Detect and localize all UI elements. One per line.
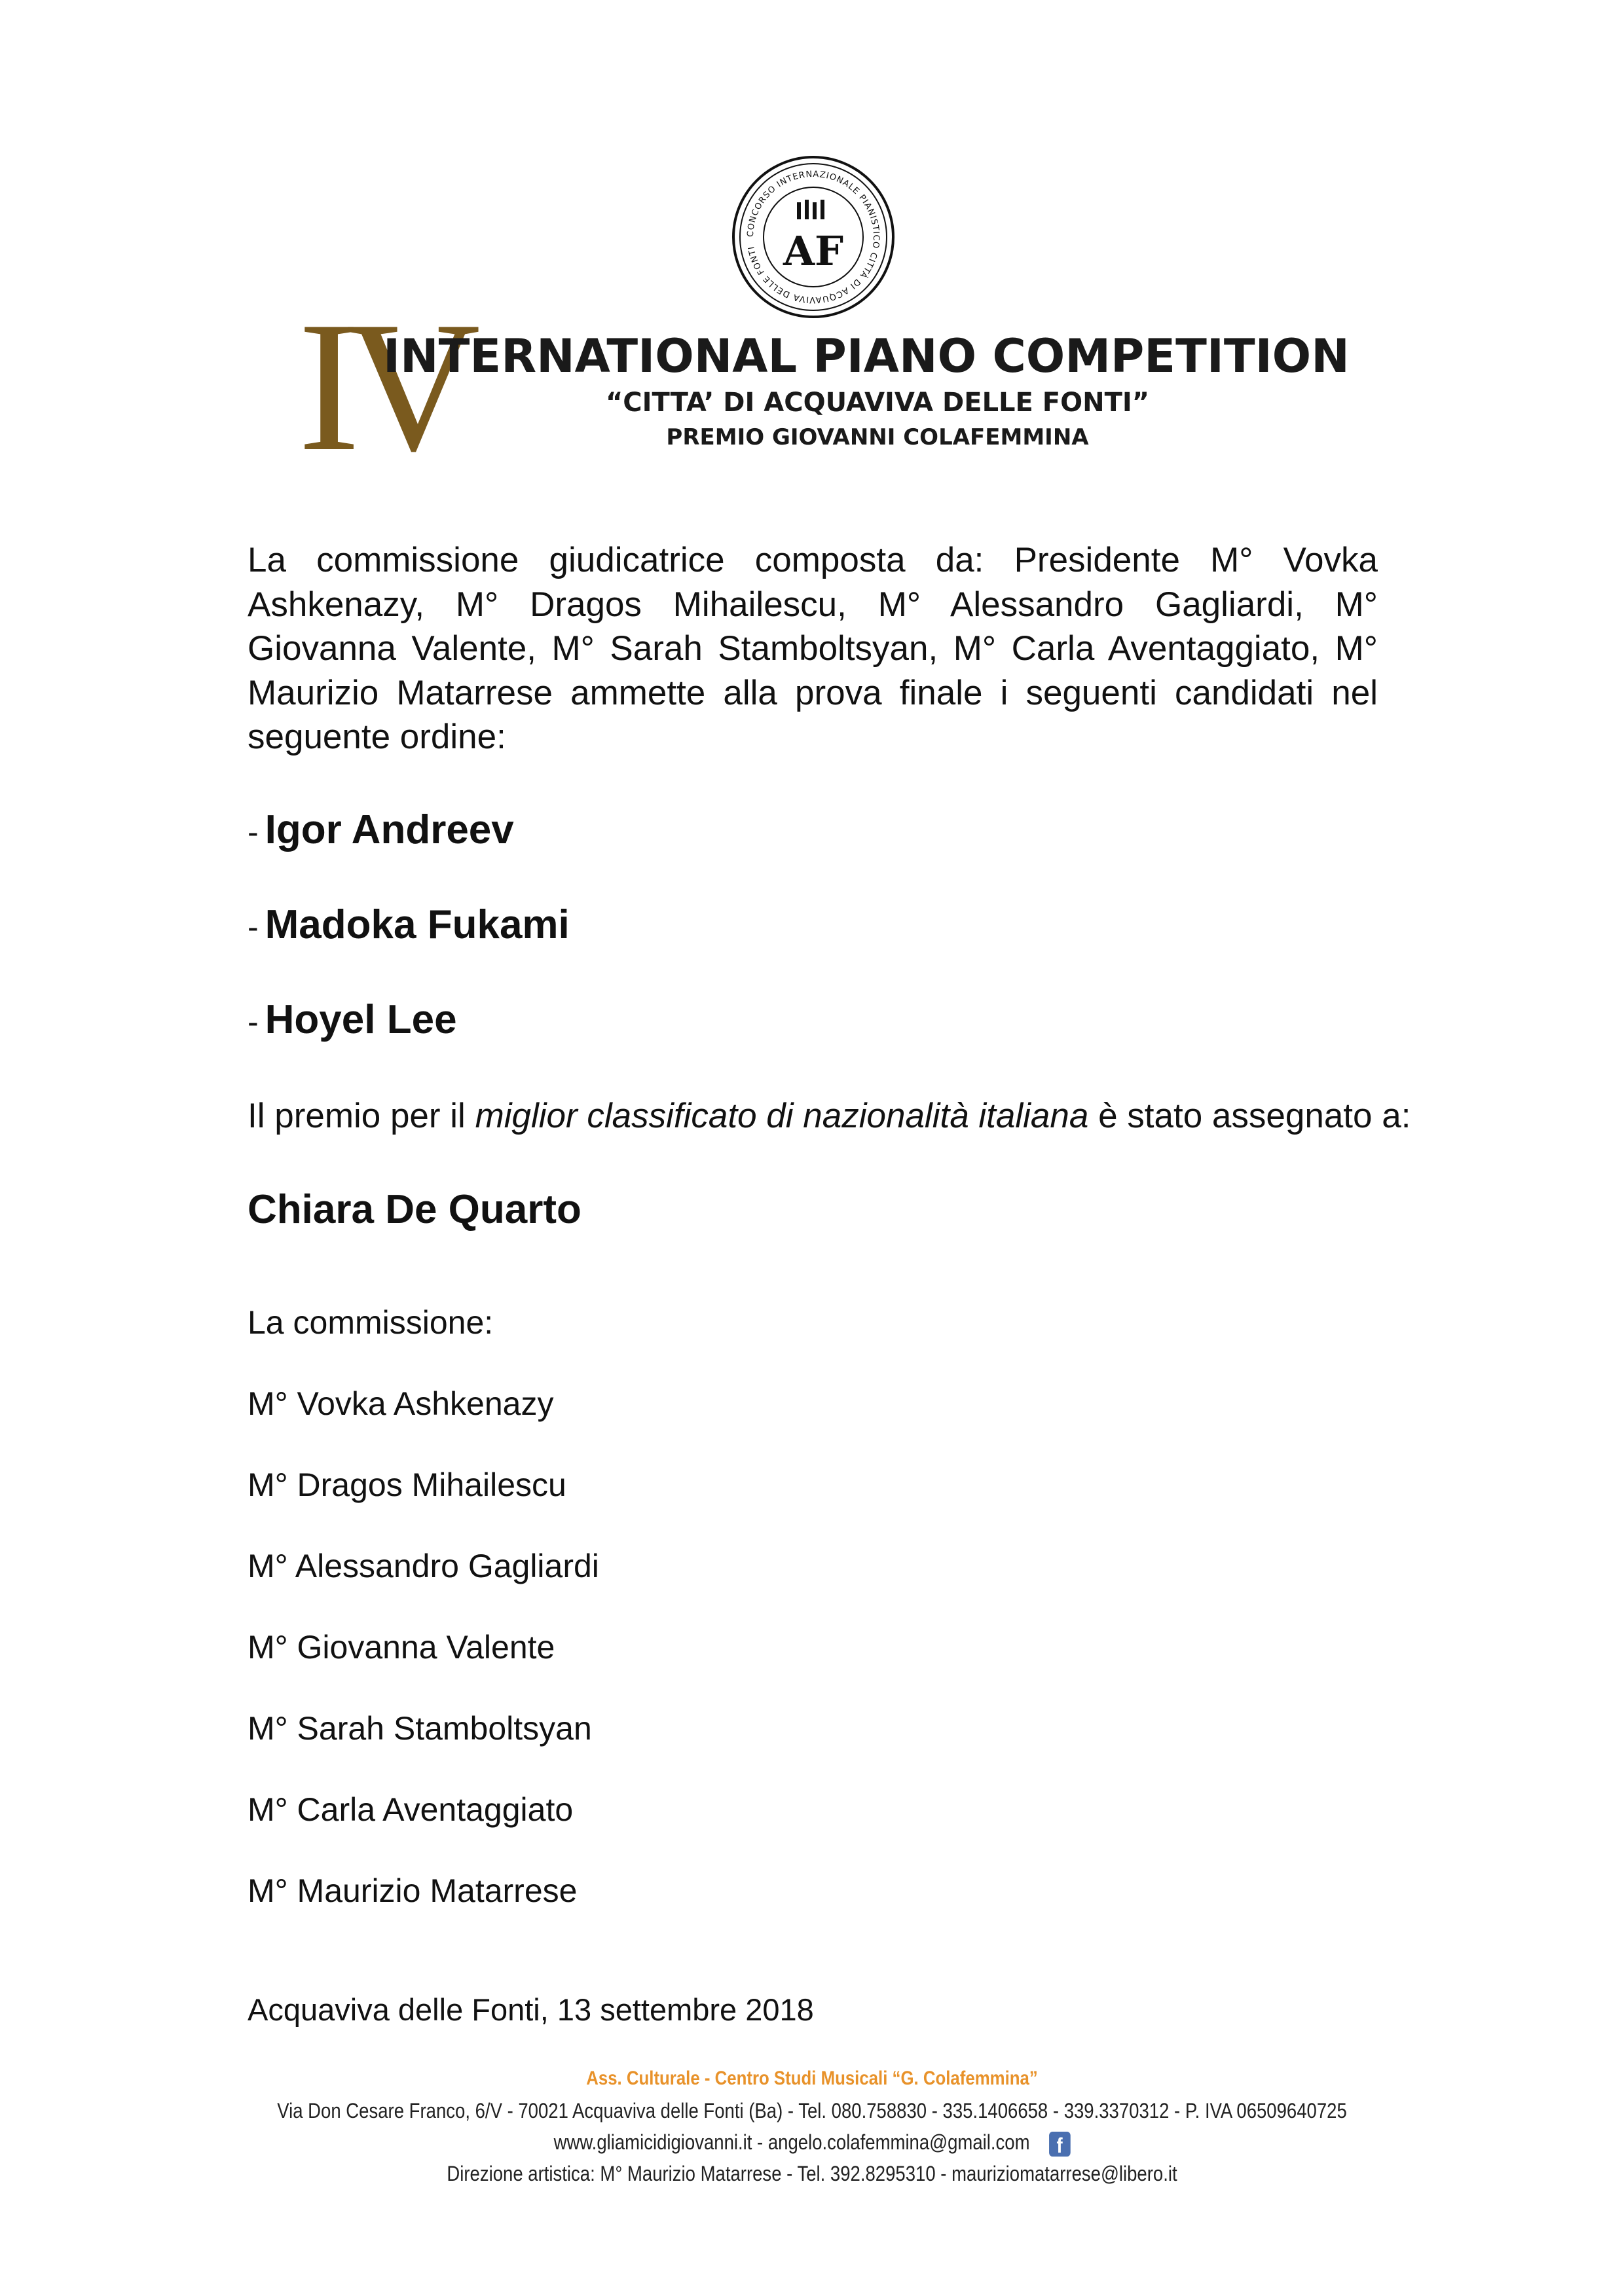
finalist-item	[248, 804, 514, 858]
footer-association: Ass. Culturale - Centro Studi Musicali “G. Colafemmina”	[586, 2068, 1038, 2089]
finalist-name: Igor Andreev	[265, 807, 514, 852]
jury-member: M° Carla Aventaggiato	[248, 1791, 574, 1828]
facebook-icon[interactable]: f	[1049, 2132, 1071, 2157]
finalist-dash: -	[248, 814, 259, 850]
place-and-date: Acquaviva delle Fonti, 13 settembre 2018	[248, 1992, 814, 2027]
prize-name: PREMIO GIOVANNI COLAFEMMINA	[666, 424, 1089, 450]
seal-monogram: AF	[783, 227, 844, 275]
jury-member: M° Alessandro Gagliardi	[248, 1548, 599, 1584]
competition-subtitle: “CITTA’ DI ACQUAVIVA DELLE FONTI”	[605, 388, 1150, 418]
footer-address: Via Don Cesare Franco, 6/V - 70021 Acquaviva delle Fonti (Ba) - Tel. 080.758830 - 335.1406658 - 339.3370312 - P. IVA 06509640725	[277, 2099, 1347, 2123]
jury-list	[248, 1383, 599, 1951]
intro-paragraph: La commissione giudicatrice composta da: Presidente M° Vovka Ashkenazy, M° Dragos Mihailescu, M° Alessandro Gagliardi, M° Giovanna Valente, M° Sarah Stamboltsyan, M° Carla Aventaggiato, M° Maurizio Matarrese ammette alla prova finale i seguenti candidati nel seguente ordine:	[248, 541, 1378, 756]
prize-statement	[248, 1093, 1411, 1139]
finalist-item	[248, 899, 570, 953]
finalist-name: Hoyel Lee	[265, 997, 457, 1042]
finalist-dash: -	[248, 1004, 259, 1040]
jury-member: M° Sarah Stamboltsyan	[248, 1710, 592, 1747]
footer-artistic-direction: Direzione artistica: M° Maurizio Matarrese - Tel. 392.8295310 - mauriziomatarrese@libero.it	[447, 2162, 1177, 2185]
prize-category: miglior classificato di nazionalità italiana	[475, 1097, 1089, 1135]
competition-seal-logo	[731, 155, 895, 319]
jury-member: M° Vovka Ashkenazy	[248, 1385, 554, 1422]
seal-ring-text: CONCORSO INTERNAZIONALE PIANISTICO CITTÀ DI ACQUAVIVA DELLE FONTI	[745, 169, 881, 305]
prize-text-end: è stato assegnato a:	[1088, 1097, 1411, 1135]
jury-member: M° Giovanna Valente	[248, 1629, 555, 1666]
jury-heading: La commissione:	[248, 1304, 494, 1341]
finalist-dash: -	[248, 909, 259, 945]
jury-member: M° Dragos Mihailescu	[248, 1467, 566, 1503]
footer-contacts	[114, 2128, 1511, 2157]
prize-winner: Chiara De Quarto	[248, 1187, 581, 1232]
jury-member: M° Maurizio Matarrese	[248, 1872, 578, 1909]
competition-title: INTERNATIONAL PIANO COMPETITION	[383, 329, 1350, 383]
edition-numeral: IV	[298, 283, 466, 490]
footer-website-email[interactable]: www.gliamicidigiovanni.it - angelo.colafemmina@gmail.com	[553, 2130, 1030, 2154]
finalist-item	[248, 994, 457, 1048]
prize-text-start: Il premio per il	[248, 1097, 475, 1135]
finalist-name: Madoka Fukami	[265, 902, 570, 947]
